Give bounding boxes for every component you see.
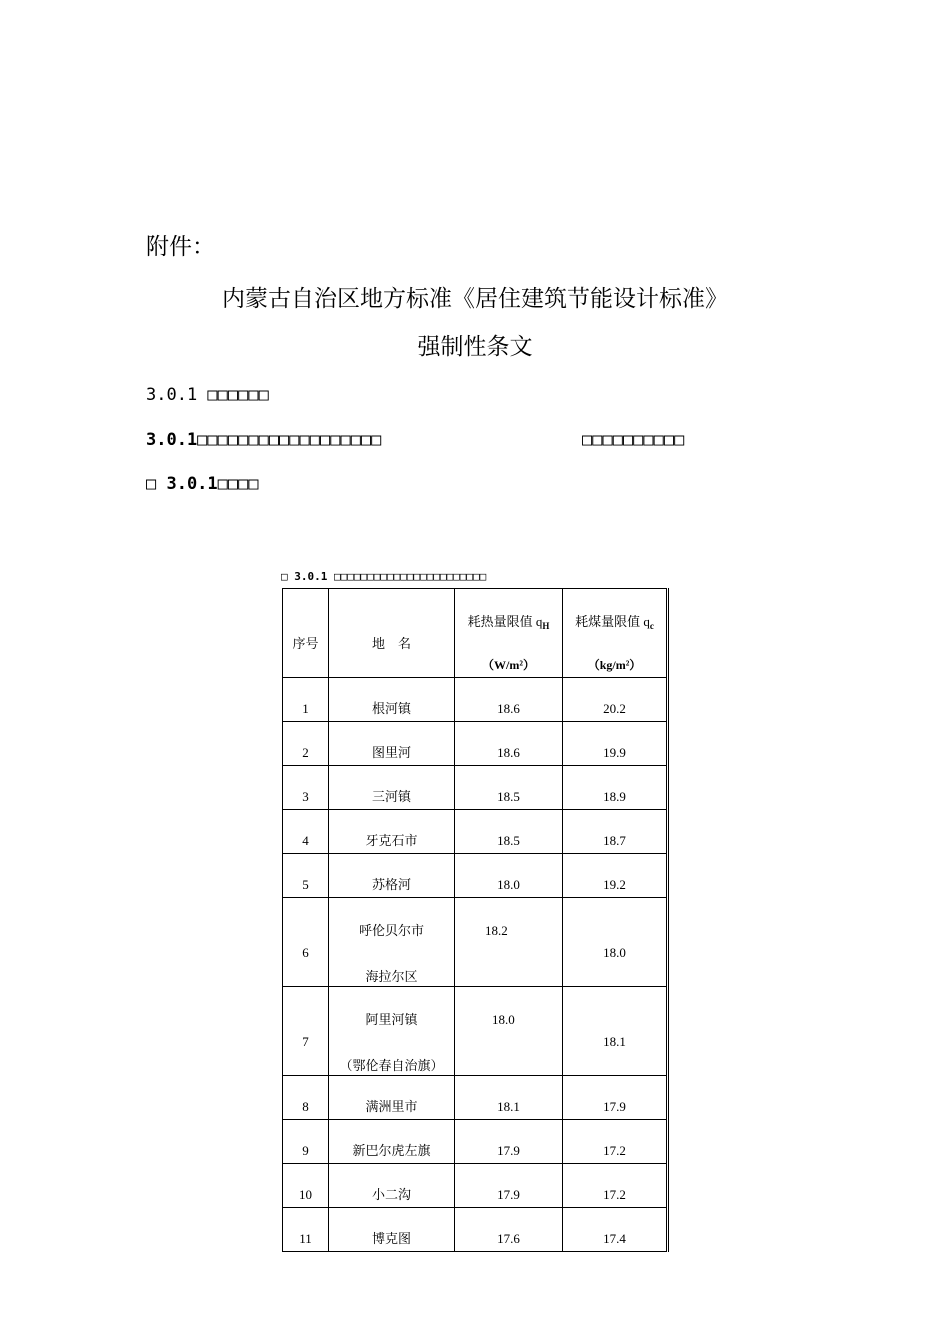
cell-no: 5 bbox=[283, 854, 329, 898]
cell-name: 阿里河镇 （鄂伦春自治旗） bbox=[329, 987, 455, 1076]
cell-no: 10 bbox=[283, 1164, 329, 1208]
cell-coal: 17.2 bbox=[563, 1120, 668, 1164]
clause-table-ref: □ 3.0.1□□□□ bbox=[146, 474, 259, 494]
header-no: 序号 bbox=[283, 589, 329, 678]
header-name: 地 名 bbox=[329, 589, 455, 678]
cell-no: 6 bbox=[283, 898, 329, 987]
clause-heading: 3.0.1 □□□□□□ bbox=[146, 385, 269, 405]
heat-consumption-table bbox=[282, 588, 669, 1252]
table-row bbox=[283, 766, 668, 810]
cell-heat: 17.6 bbox=[455, 1208, 563, 1252]
cell-coal: 18.7 bbox=[563, 810, 668, 854]
table-row bbox=[283, 1164, 668, 1208]
cell-heat: 18.0 bbox=[455, 987, 563, 1076]
cell-name: 图里河 bbox=[329, 722, 455, 766]
cell-coal: 17.9 bbox=[563, 1076, 668, 1120]
header-heat: 耗热量限值 $q_H$ （W/m²） bbox=[455, 589, 563, 678]
cell-name: 根河镇 bbox=[329, 678, 455, 722]
cell-heat: 18.0 bbox=[455, 854, 563, 898]
table-header-row bbox=[283, 589, 668, 678]
cell-heat: 18.6 bbox=[455, 722, 563, 766]
cell-name: 新巴尔虎左旗 bbox=[329, 1120, 455, 1164]
cell-no: 9 bbox=[283, 1120, 329, 1164]
cell-heat: 17.9 bbox=[455, 1164, 563, 1208]
cell-name: 苏格河 bbox=[329, 854, 455, 898]
cell-no: 8 bbox=[283, 1076, 329, 1120]
table-row bbox=[283, 810, 668, 854]
cell-heat: 18.1 bbox=[455, 1076, 563, 1120]
cell-heat: 18.2 bbox=[455, 898, 563, 987]
table-row bbox=[283, 987, 668, 1076]
table-row bbox=[283, 1208, 668, 1252]
table-row bbox=[283, 678, 668, 722]
cell-no: 4 bbox=[283, 810, 329, 854]
cell-no: 1 bbox=[283, 678, 329, 722]
header-coal: 耗煤量限值 $q_c$ （kg/m²） bbox=[563, 589, 668, 678]
table-caption: □ 3.0.1 □□□□□□□□□□□□□□□□□□□□□□□ bbox=[281, 570, 487, 583]
cell-heat: 18.6 bbox=[455, 678, 563, 722]
cell-no: 7 bbox=[283, 987, 329, 1076]
cell-no: 2 bbox=[283, 722, 329, 766]
cell-heat: 18.5 bbox=[455, 810, 563, 854]
cell-no: 11 bbox=[283, 1208, 329, 1252]
cell-name: 三河镇 bbox=[329, 766, 455, 810]
cell-name: 小二沟 bbox=[329, 1164, 455, 1208]
document-subtitle: 强制性条文 bbox=[417, 334, 533, 360]
table-row bbox=[283, 1120, 668, 1164]
cell-coal: 19.2 bbox=[563, 854, 668, 898]
table-row bbox=[283, 898, 668, 987]
clause-text-left: 3.0.1□□□□□□□□□□□□□□□□□□ bbox=[146, 430, 382, 450]
clause-text-right: □□□□□□□□□□ bbox=[582, 430, 685, 450]
cell-coal: 20.2 bbox=[563, 678, 668, 722]
table-row bbox=[283, 854, 668, 898]
cell-name: 牙克石市 bbox=[329, 810, 455, 854]
cell-coal: 18.9 bbox=[563, 766, 668, 810]
cell-coal: 17.4 bbox=[563, 1208, 668, 1252]
cell-name: 呼伦贝尔市 海拉尔区 bbox=[329, 898, 455, 987]
table-row bbox=[283, 722, 668, 766]
cell-coal: 18.0 bbox=[563, 898, 668, 987]
cell-coal: 17.2 bbox=[563, 1164, 668, 1208]
cell-name: 博克图 bbox=[329, 1208, 455, 1252]
cell-no: 3 bbox=[283, 766, 329, 810]
table-row bbox=[283, 1076, 668, 1120]
document-title: 内蒙古自治区地方标准《居住建筑节能设计标准》 bbox=[222, 286, 728, 312]
cell-heat: 18.5 bbox=[455, 766, 563, 810]
cell-name: 满洲里市 bbox=[329, 1076, 455, 1120]
cell-coal: 18.1 bbox=[563, 987, 668, 1076]
cell-coal: 19.9 bbox=[563, 722, 668, 766]
attachment-label: 附件： bbox=[146, 234, 215, 260]
cell-heat: 17.9 bbox=[455, 1120, 563, 1164]
